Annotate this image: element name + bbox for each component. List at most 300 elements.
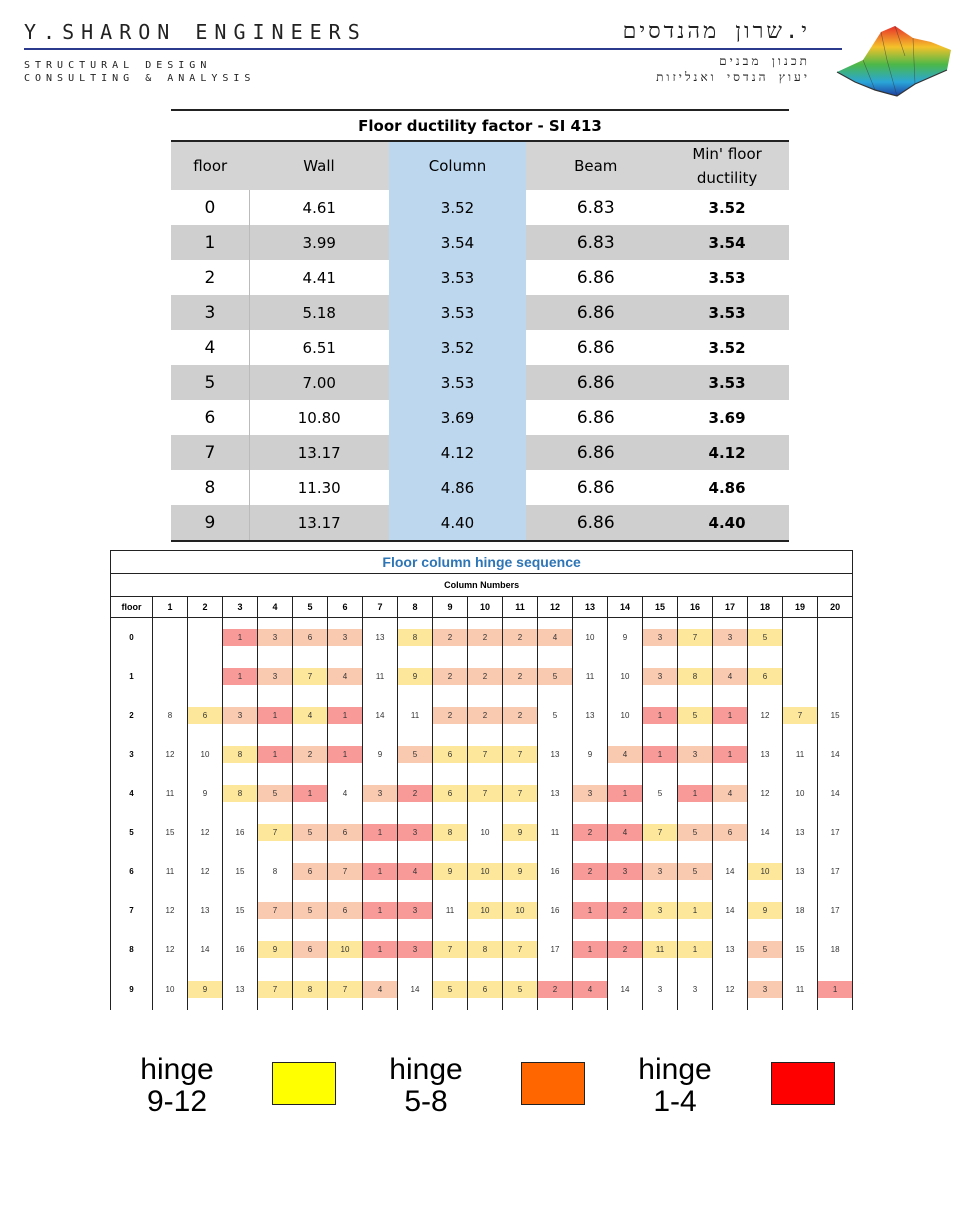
- hinge-cell: [503, 657, 538, 696]
- hinge-value: 16: [550, 906, 560, 915]
- hinge-value: 2: [467, 668, 503, 685]
- hinge-cell: [293, 930, 328, 969]
- hinge-value: 6: [467, 981, 503, 998]
- hinge-cell: [153, 969, 188, 1010]
- hinge-cell: [363, 657, 398, 696]
- legend-line1: hinge: [140, 1053, 214, 1086]
- hinge-value: [152, 668, 188, 685]
- hinge-value: 8: [167, 711, 173, 720]
- hinge-value: 4: [607, 746, 643, 763]
- hinge-row: [111, 735, 853, 774]
- hinge-value: 17: [830, 828, 840, 837]
- hinge-cell: [258, 891, 293, 930]
- hinge-value: 9: [202, 789, 208, 798]
- hinge-value: 3: [222, 707, 258, 724]
- hinge-cell: [468, 696, 503, 735]
- hinge-value: 8: [272, 867, 278, 876]
- ductility-cell-wall: 5.18: [249, 295, 388, 330]
- hinge-cell: [643, 657, 678, 696]
- hinge-value: 10: [795, 789, 805, 798]
- hinge-row: [111, 696, 853, 735]
- ductility-cell-floor: 5: [171, 365, 249, 400]
- hinge-cell: [188, 696, 223, 735]
- ductility-row: [171, 365, 789, 400]
- hinge-cell: [503, 618, 538, 658]
- ductility-cell-floor: 9: [171, 505, 249, 541]
- hinge-cell: [153, 774, 188, 813]
- hinge-cell: [258, 657, 293, 696]
- hinge-cell: [258, 774, 293, 813]
- hinge-value: 1: [607, 785, 643, 802]
- hinge-value: 1: [642, 707, 678, 724]
- hinge-cell: [293, 618, 328, 658]
- hinge-value: 10: [620, 672, 630, 681]
- hinge-value: 1: [222, 668, 258, 685]
- ductility-cell-wall: 4.61: [249, 190, 388, 225]
- hinge-value: 3: [677, 746, 713, 763]
- hinge-value: 16: [235, 945, 245, 954]
- hinge-cell: [748, 618, 783, 658]
- header-beam: Beam: [526, 141, 665, 190]
- hinge-cell: [748, 930, 783, 969]
- hinge-value: 8: [397, 629, 433, 646]
- hinge-table-title: Floor column hinge sequence: [111, 551, 853, 574]
- hinge-value: 14: [725, 906, 735, 915]
- hinge-cell: [748, 657, 783, 696]
- hinge-value: 12: [200, 867, 210, 876]
- hinge-value: 10: [327, 941, 363, 958]
- hinge-value: 3: [397, 941, 433, 958]
- legend-label-9-12: [122, 1054, 232, 1118]
- hinge-cell: [748, 735, 783, 774]
- hinge-value: 8: [467, 941, 503, 958]
- hinge-column-header: 1: [153, 597, 188, 618]
- ductility-cell-min: 3.53: [665, 365, 789, 400]
- hinge-value: 2: [502, 707, 538, 724]
- ductility-cell-min: 3.52: [708, 198, 746, 217]
- hinge-cell: [433, 930, 468, 969]
- ductility-row: [171, 505, 789, 541]
- hinge-cell: [783, 696, 818, 735]
- hinge-value: 13: [375, 633, 385, 642]
- hinge-cell: [678, 813, 713, 852]
- hinge-cell: [503, 774, 538, 813]
- hinge-value: 4: [712, 785, 748, 802]
- hinge-value: [782, 668, 818, 685]
- hinge-value: 13: [235, 985, 245, 994]
- hinge-row: [111, 891, 853, 930]
- hinge-cell: [398, 930, 433, 969]
- ductility-cell-min: 3.53: [708, 268, 746, 287]
- hinge-cell: [433, 969, 468, 1010]
- ductility-cell-min: 3.69: [708, 408, 746, 427]
- hinge-cell: [363, 969, 398, 1010]
- hinge-cell: [573, 852, 608, 891]
- hinge-value: 10: [620, 711, 630, 720]
- hinge-value: 15: [165, 828, 175, 837]
- hinge-value: 5: [747, 629, 783, 646]
- hinge-cell: [468, 813, 503, 852]
- hinge-cell: [468, 930, 503, 969]
- hinge-value: 9: [747, 902, 783, 919]
- hinge-cell: [608, 852, 643, 891]
- hinge-value: 7: [782, 707, 818, 724]
- hinge-cell: [503, 930, 538, 969]
- hinge-cell: [713, 657, 748, 696]
- hinge-column-header: 20: [818, 597, 853, 618]
- hinge-cell: [398, 657, 433, 696]
- hinge-value: 1: [222, 629, 258, 646]
- hinge-value: 1: [362, 863, 398, 880]
- hinge-cell: [818, 891, 853, 930]
- hinge-value: 11: [375, 672, 385, 681]
- hinge-cell: [573, 657, 608, 696]
- hinge-cell: [818, 852, 853, 891]
- hinge-floor-label: 2: [111, 696, 153, 735]
- hinge-cell: [573, 891, 608, 930]
- hinge-cell: [643, 969, 678, 1010]
- hinge-value: 7: [432, 941, 468, 958]
- hinge-cell: [223, 891, 258, 930]
- hinge-cell: [328, 657, 363, 696]
- hinge-cell: [643, 930, 678, 969]
- hinge-column-header: 8: [398, 597, 433, 618]
- hinge-value: 5: [397, 746, 433, 763]
- hinge-value: 7: [502, 941, 538, 958]
- hinge-cell: [538, 657, 573, 696]
- hinge-cell: [363, 735, 398, 774]
- hinge-value: [817, 629, 853, 646]
- hinge-cell: [783, 735, 818, 774]
- hinge-cell: [258, 618, 293, 658]
- hinge-cell: [153, 891, 188, 930]
- hinge-value: 9: [502, 863, 538, 880]
- hinge-cell: [293, 774, 328, 813]
- hinge-cell: [293, 813, 328, 852]
- hinge-cell: [713, 891, 748, 930]
- hinge-cell: [713, 813, 748, 852]
- hinge-cell: [678, 657, 713, 696]
- hinge-value: 2: [607, 902, 643, 919]
- hinge-cell: [538, 852, 573, 891]
- hinge-value: 3: [397, 902, 433, 919]
- hinge-cell: [678, 930, 713, 969]
- hinge-value: [782, 629, 818, 646]
- hinge-cell: [713, 618, 748, 658]
- hinge-cell: [363, 774, 398, 813]
- hinge-column-header: 7: [363, 597, 398, 618]
- hinge-value: 14: [375, 711, 385, 720]
- hinge-cell: [818, 774, 853, 813]
- hinge-cell: [223, 774, 258, 813]
- ductility-cell-column: 3.52: [389, 190, 527, 225]
- hinge-value: 1: [677, 941, 713, 958]
- hinge-floor-label: 6: [111, 852, 153, 891]
- hinge-cell: [433, 891, 468, 930]
- hinge-cell: [293, 696, 328, 735]
- hinge-cell: [783, 930, 818, 969]
- hinge-cell: [643, 774, 678, 813]
- hinge-cell: [818, 657, 853, 696]
- hinge-value: 2: [502, 629, 538, 646]
- hinge-cell: [678, 774, 713, 813]
- hinge-floor-label: 8: [111, 930, 153, 969]
- hinge-cell: [223, 657, 258, 696]
- hinge-value: 1: [712, 746, 748, 763]
- legend-swatch-orange: [521, 1062, 585, 1105]
- hinge-cell: [258, 813, 293, 852]
- hinge-value: 14: [830, 789, 840, 798]
- hinge-value: 3: [327, 629, 363, 646]
- hinge-value: 11: [165, 867, 175, 876]
- hinge-value: 5: [552, 711, 558, 720]
- hinge-value: 11: [410, 711, 420, 720]
- hinge-value: 15: [235, 906, 245, 915]
- hinge-cell: [783, 618, 818, 658]
- hinge-cell: [293, 891, 328, 930]
- hinge-cell: [608, 618, 643, 658]
- legend-line1: hinge: [389, 1053, 463, 1086]
- ductility-cell-min: 3.52: [708, 338, 746, 357]
- hinge-cell: [328, 969, 363, 1010]
- hinge-cell: [678, 852, 713, 891]
- hinge-row: [111, 969, 853, 1010]
- hinge-cell: [258, 852, 293, 891]
- hinge-value: 1: [572, 902, 608, 919]
- hinge-cell: [223, 735, 258, 774]
- hinge-row: [111, 813, 853, 852]
- hinge-value: [152, 629, 188, 646]
- hinge-cell: [188, 618, 223, 658]
- hinge-cell: [293, 735, 328, 774]
- ductility-cell-beam: 6.83: [526, 225, 665, 260]
- hinge-cell: [258, 969, 293, 1010]
- hinge-value: 3: [642, 902, 678, 919]
- ductility-row: [171, 190, 789, 225]
- hinge-cell: [783, 852, 818, 891]
- hinge-value: 10: [502, 902, 538, 919]
- hinge-cell: [363, 852, 398, 891]
- hinge-value: 5: [292, 902, 328, 919]
- hinge-value: 6: [292, 629, 328, 646]
- hinge-value: 14: [830, 750, 840, 759]
- hinge-value: 7: [257, 902, 293, 919]
- hinge-value: 13: [795, 828, 805, 837]
- hinge-value: 2: [467, 629, 503, 646]
- hinge-cell: [468, 774, 503, 813]
- ductility-cell-min: 3.54: [665, 225, 789, 260]
- hinge-cell: [328, 696, 363, 735]
- ductility-cell-floor: 2: [204, 267, 216, 288]
- hinge-value: 7: [257, 981, 293, 998]
- hinge-cell: [468, 852, 503, 891]
- hinge-floor-label: 5: [111, 813, 153, 852]
- hinge-column-header: 16: [678, 597, 713, 618]
- hinge-value: 8: [677, 668, 713, 685]
- hinge-value: 3: [657, 985, 663, 994]
- company-tagline-hebrew-1: תכנון מבנים: [719, 54, 810, 68]
- hinge-value: 7: [327, 863, 363, 880]
- hinge-column-header: 5: [293, 597, 328, 618]
- hinge-value: 7: [502, 785, 538, 802]
- hinge-cell: [573, 696, 608, 735]
- hinge-cell: [398, 735, 433, 774]
- hinge-cell: [608, 930, 643, 969]
- 3d-surface-logo-icon: [835, 20, 953, 98]
- ductility-cell-column: 4.86: [389, 470, 527, 505]
- hinge-cell: [328, 618, 363, 658]
- hinge-value: 11: [165, 789, 175, 798]
- hinge-value: 16: [550, 867, 560, 876]
- hinge-column-header: 11: [503, 597, 538, 618]
- hinge-cell: [363, 696, 398, 735]
- hinge-cell: [188, 891, 223, 930]
- header-floor: floor: [171, 141, 249, 190]
- hinge-value: 2: [432, 668, 468, 685]
- hinge-cell: [328, 774, 363, 813]
- hinge-value: 5: [677, 863, 713, 880]
- hinge-value: 11: [642, 941, 678, 958]
- hinge-cell: [153, 657, 188, 696]
- ductility-cell-floor: 8: [204, 477, 216, 498]
- ductility-cell-floor: 0: [204, 197, 216, 218]
- hinge-cell: [468, 969, 503, 1010]
- hinge-value: 9: [377, 750, 383, 759]
- hinge-value: 8: [222, 785, 258, 802]
- hinge-cell: [328, 852, 363, 891]
- hinge-value: 12: [725, 985, 735, 994]
- hinge-cell: [573, 735, 608, 774]
- hinge-value: 2: [607, 941, 643, 958]
- hinge-cell: [818, 813, 853, 852]
- hinge-floor-label: 9: [111, 969, 153, 1010]
- header-min-line1: Min' floor: [692, 145, 762, 163]
- hinge-value: 12: [760, 789, 770, 798]
- hinge-cell: [223, 618, 258, 658]
- hinge-cell: [363, 930, 398, 969]
- company-name: Y.SHARON ENGINEERS: [24, 20, 367, 44]
- hinge-cell: [328, 891, 363, 930]
- hinge-value: 5: [677, 824, 713, 841]
- hinge-value: 2: [537, 981, 573, 998]
- hinge-value: 3: [712, 629, 748, 646]
- hinge-cell: [643, 618, 678, 658]
- hinge-cell: [433, 696, 468, 735]
- hinge-value: 13: [550, 789, 560, 798]
- hinge-cell: [608, 813, 643, 852]
- hinge-cell: [433, 813, 468, 852]
- hinge-value: 7: [502, 746, 538, 763]
- hinge-row: [111, 852, 853, 891]
- hinge-cell: [398, 969, 433, 1010]
- hinge-value: 6: [432, 746, 468, 763]
- hinge-value: 1: [362, 902, 398, 919]
- hinge-value: 4: [327, 668, 363, 685]
- hinge-value: 5: [292, 824, 328, 841]
- hinge-cell: [223, 696, 258, 735]
- ductility-cell-beam: 6.86: [576, 407, 615, 428]
- hinge-cell: [573, 774, 608, 813]
- hinge-value: 1: [817, 981, 853, 998]
- hinge-value: 4: [537, 629, 573, 646]
- ductility-cell-floor: 7: [171, 435, 249, 470]
- hinge-value: 14: [620, 985, 630, 994]
- hinge-value: 17: [830, 867, 840, 876]
- hinge-cell: [258, 696, 293, 735]
- hinge-cell: [503, 696, 538, 735]
- hinge-value: 9: [622, 633, 628, 642]
- hinge-cell: [503, 813, 538, 852]
- hinge-cell: [818, 930, 853, 969]
- hinge-value: 13: [795, 867, 805, 876]
- ductility-cell-beam: 6.83: [576, 197, 615, 218]
- hinge-cell: [538, 969, 573, 1010]
- legend-label-1-4: [620, 1054, 730, 1118]
- hinge-value: 11: [795, 985, 805, 994]
- hinge-value: 2: [397, 785, 433, 802]
- hinge-value: 15: [795, 945, 805, 954]
- hinge-value: 10: [467, 902, 503, 919]
- hinge-cell: [713, 969, 748, 1010]
- ductility-cell-wall: 13.17: [249, 505, 388, 541]
- ductility-cell-column: 4.40: [389, 505, 527, 541]
- hinge-row: [111, 657, 853, 696]
- hinge-cell: [398, 696, 433, 735]
- ductility-row: [171, 470, 789, 505]
- ductility-cell-wall: 13.17: [249, 435, 388, 470]
- hinge-cell: [153, 696, 188, 735]
- hinge-value: 10: [480, 828, 490, 837]
- hinge-cell: [398, 774, 433, 813]
- hinge-cell: [643, 813, 678, 852]
- hinge-cell: [573, 618, 608, 658]
- hinge-value: 9: [502, 824, 538, 841]
- hinge-value: 12: [165, 750, 175, 759]
- header-min-line2: ductility: [696, 169, 758, 187]
- hinge-cell: [748, 774, 783, 813]
- hinge-value: 13: [760, 750, 770, 759]
- hinge-cell: [503, 852, 538, 891]
- hinge-cell: [433, 774, 468, 813]
- hinge-cell: [713, 696, 748, 735]
- hinge-cell: [538, 735, 573, 774]
- hinge-cell: [538, 813, 573, 852]
- hinge-floor-label: 1: [111, 657, 153, 696]
- hinge-value: 9: [432, 863, 468, 880]
- hinge-value: 2: [572, 824, 608, 841]
- legend-label-5-8: [371, 1054, 481, 1118]
- hinge-column-header: 12: [538, 597, 573, 618]
- hinge-cell: [573, 969, 608, 1010]
- hinge-value: 15: [235, 867, 245, 876]
- hinge-cell: [713, 774, 748, 813]
- hinge-cell: [468, 657, 503, 696]
- hinge-value: 13: [585, 711, 595, 720]
- hinge-cell: [188, 735, 223, 774]
- hinge-cell: [258, 735, 293, 774]
- hinge-value: 3: [642, 629, 678, 646]
- hinge-cell: [748, 852, 783, 891]
- hinge-value: 17: [550, 945, 560, 954]
- hinge-value: 3: [747, 981, 783, 998]
- hinge-cell: [398, 618, 433, 658]
- hinge-value: 2: [467, 707, 503, 724]
- hinge-cell: [608, 657, 643, 696]
- hinge-cell: [328, 813, 363, 852]
- hinge-value: 9: [187, 981, 223, 998]
- hinge-value: 9: [397, 668, 433, 685]
- hinge-cell: [643, 891, 678, 930]
